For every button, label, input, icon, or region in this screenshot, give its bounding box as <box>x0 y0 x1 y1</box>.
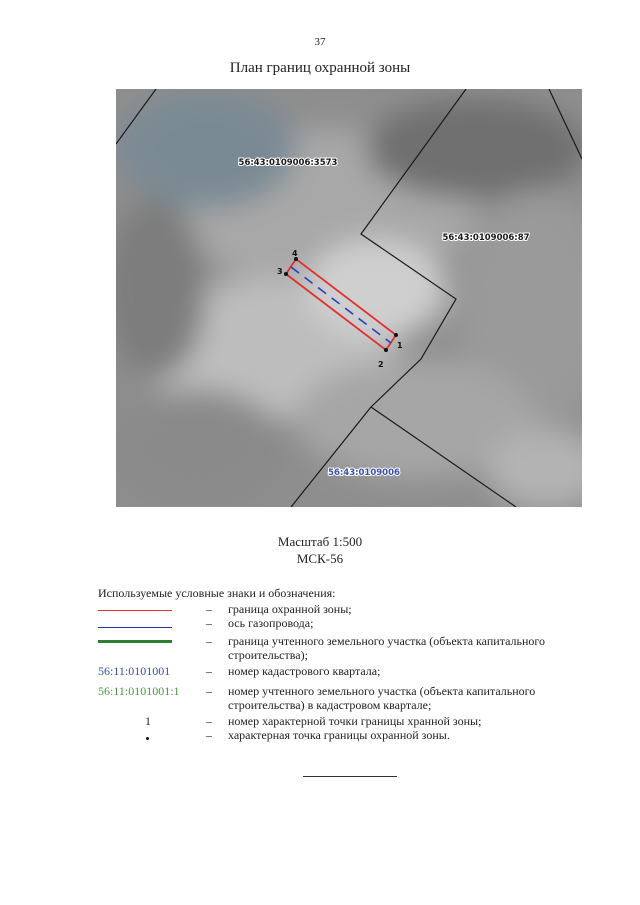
legend-item-point-marker <box>98 728 598 742</box>
point-label-3: 3 <box>277 267 283 276</box>
scale-block <box>0 533 640 567</box>
point-marker-swatch <box>146 737 149 740</box>
page-number: 37 <box>314 36 326 48</box>
legend-dash: – <box>206 728 212 742</box>
legend-desc: граница учтенного земельного участка (объекта капитального строительства); <box>228 634 546 662</box>
legend-item-zone-boundary <box>98 602 598 616</box>
legend-dash: – <box>206 634 212 648</box>
parcel-label-87: 56:43:0109006:87 <box>442 233 530 243</box>
legend-desc: номер характерной точки границы хранной зоны; <box>228 714 482 728</box>
quarter-number-sample: 56:11:0101001 <box>98 664 171 678</box>
legend-item-point-number <box>98 714 598 728</box>
parcel-number-sample: 56:11:0101001:1 <box>98 684 180 698</box>
point-label-1: 1 <box>397 341 403 350</box>
legend-dash: – <box>206 664 212 678</box>
legend-item-parcel-number <box>98 684 598 714</box>
point-label-4: 4 <box>292 249 298 258</box>
zone-boundary-swatch <box>98 610 172 611</box>
point-number-sample: 1 <box>145 714 151 728</box>
legend-item-parcel-boundary <box>98 634 598 664</box>
parcel-boundary-swatch <box>98 640 172 643</box>
point-label-2: 2 <box>378 360 384 369</box>
legend-desc: номер кадастрового квартала; <box>228 664 381 678</box>
page-title: План границ охранной зоны <box>229 60 411 76</box>
parcel-label-3573: 56:43:0109006:3573 <box>238 158 338 168</box>
legend-dash: – <box>206 714 212 728</box>
point-marker-2 <box>384 348 388 352</box>
legend-dash: – <box>206 684 212 698</box>
legend <box>98 586 598 742</box>
point-marker-1 <box>394 333 398 337</box>
legend-desc: граница охранной зоны; <box>228 602 352 616</box>
legend-title: Используемые условные знаки и обозначения: <box>98 586 336 600</box>
legend-dash: – <box>206 616 212 630</box>
footer-divider <box>303 776 397 777</box>
legend-dash: – <box>206 602 212 616</box>
aerial-imagery <box>116 89 582 507</box>
legend-desc: ось газопровода; <box>228 616 314 630</box>
gas-axis-swatch <box>98 627 172 628</box>
quarter-label: 56:43:0109006 <box>328 468 400 478</box>
legend-item-gas-axis <box>98 616 598 630</box>
legend-item-quarter-number <box>98 664 598 678</box>
crs-text: МСК-56 <box>296 551 344 566</box>
scale-text: Масштаб 1:500 <box>277 534 363 549</box>
cadastral-map <box>116 89 582 507</box>
point-marker-3 <box>284 272 288 276</box>
legend-desc: характерная точка границы охранной зоны. <box>228 728 450 742</box>
legend-desc: номер учтенного земельного участка (объекта капитального строительства) в кадастровом квартале; <box>228 684 536 712</box>
